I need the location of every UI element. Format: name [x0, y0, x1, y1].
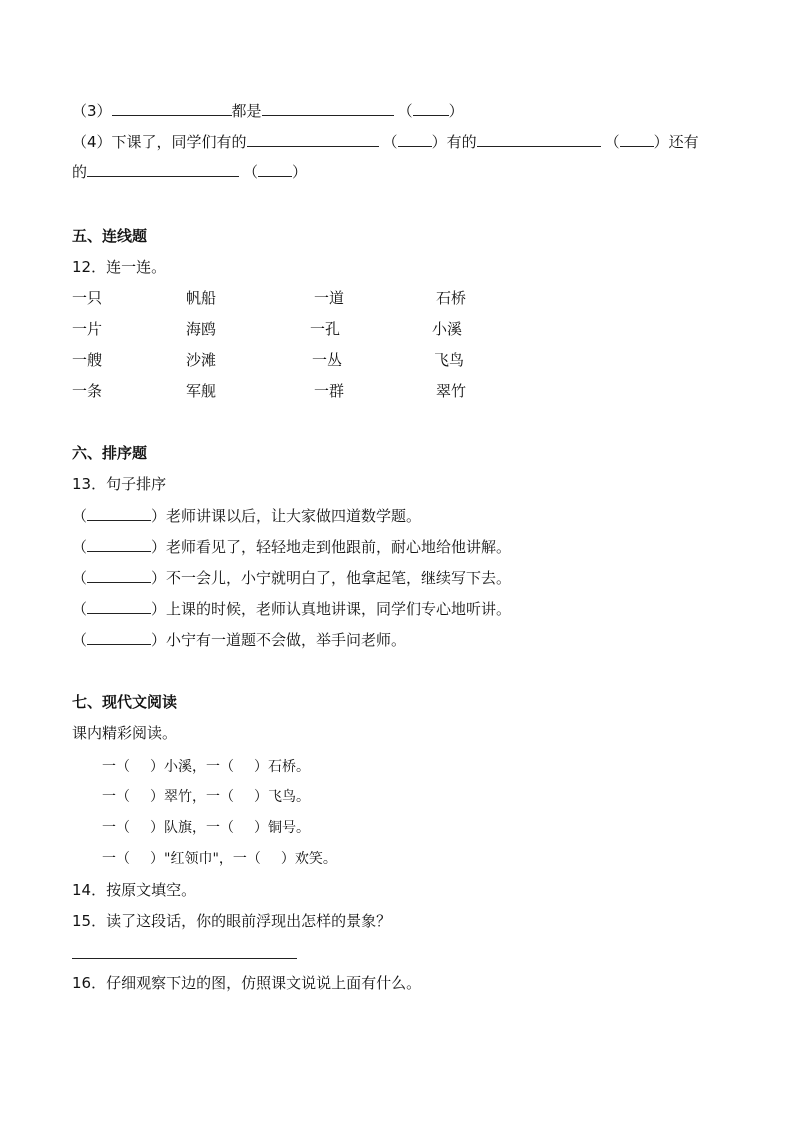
fill-question-3: （3） 都是 （ ）: [72, 102, 464, 120]
match-item[interactable]: 小溪: [432, 320, 463, 338]
order-blank[interactable]: [87, 537, 151, 552]
answer-blank[interactable]: [413, 101, 449, 116]
match-item[interactable]: 海鸥: [186, 320, 217, 338]
answer-line[interactable]: [72, 958, 297, 959]
answer-blank[interactable]: [398, 132, 432, 147]
question-14: 14．按原文填空。: [72, 881, 197, 899]
fill-question-4: （4）下课了，同学们有的 （ ）有的 （ ）还有: [72, 133, 699, 151]
reading-intro: 课内精彩阅读。: [72, 724, 178, 742]
order-blank[interactable]: [87, 630, 151, 645]
order-item: （ ）老师看见了，轻轻地走到他跟前，耐心地给他讲解。: [72, 538, 512, 556]
section-6-heading: 六、排序题: [72, 444, 148, 462]
match-item[interactable]: 一丛: [312, 351, 343, 369]
section-5-heading: 五、连线题: [72, 227, 148, 245]
passage-line: 一（ ）队旗，一（ ）铜号。: [102, 820, 310, 836]
match-item[interactable]: 石桥: [436, 289, 467, 307]
order-item: （ ）不一会儿，小宁就明白了，他拿起笔，继续写下去。: [72, 569, 512, 587]
order-blank[interactable]: [87, 568, 151, 583]
answer-blank[interactable]: [247, 132, 379, 147]
match-item[interactable]: 一条: [72, 382, 103, 400]
answer-blank[interactable]: [258, 162, 292, 177]
match-item[interactable]: 一群: [314, 382, 345, 400]
section-7-heading: 七、现代文阅读: [72, 693, 178, 711]
match-item[interactable]: 一艘: [72, 351, 103, 369]
fill-question-4-line2: 的 （ ）: [72, 163, 308, 181]
question-15: 15．读了这段话，你的眼前浮现出怎样的景象？: [72, 912, 392, 930]
order-item: （ ）老师讲课以后，让大家做四道数学题。: [72, 507, 422, 525]
match-item[interactable]: 军舰: [186, 382, 217, 400]
answer-blank[interactable]: [262, 101, 394, 116]
question-13: 13．句子排序: [72, 475, 167, 493]
order-item: （ ）上课的时候，老师认真地讲课，同学们专心地听讲。: [72, 600, 512, 618]
match-item[interactable]: 一道: [314, 289, 345, 307]
answer-blank[interactable]: [477, 132, 601, 147]
match-item[interactable]: 一只: [72, 289, 103, 307]
match-item[interactable]: 沙滩: [186, 351, 217, 369]
passage-line: 一（ ）"红领巾"，一（ ）欢笑。: [102, 851, 337, 867]
match-item[interactable]: 一孔: [310, 320, 341, 338]
match-item[interactable]: 帆船: [186, 289, 217, 307]
match-item[interactable]: 飞鸟: [434, 351, 465, 369]
answer-blank[interactable]: [620, 132, 654, 147]
answer-blank[interactable]: [112, 101, 232, 116]
passage-line: 一（ ）翠竹，一（ ）飞鸟。: [102, 789, 310, 805]
match-item[interactable]: 翠竹: [436, 382, 467, 400]
question-12: 12．连一连。: [72, 258, 167, 276]
order-blank[interactable]: [87, 506, 151, 521]
order-item: （ ）小宁有一道题不会做，举手问老师。: [72, 631, 407, 649]
answer-blank[interactable]: [87, 162, 239, 177]
question-16: 16．仔细观察下边的图，仿照课文说说上面有什么。: [72, 974, 422, 992]
match-item[interactable]: 一片: [72, 320, 103, 338]
passage-line: 一（ ）小溪，一（ ）石桥。: [102, 759, 310, 775]
order-blank[interactable]: [87, 599, 151, 614]
